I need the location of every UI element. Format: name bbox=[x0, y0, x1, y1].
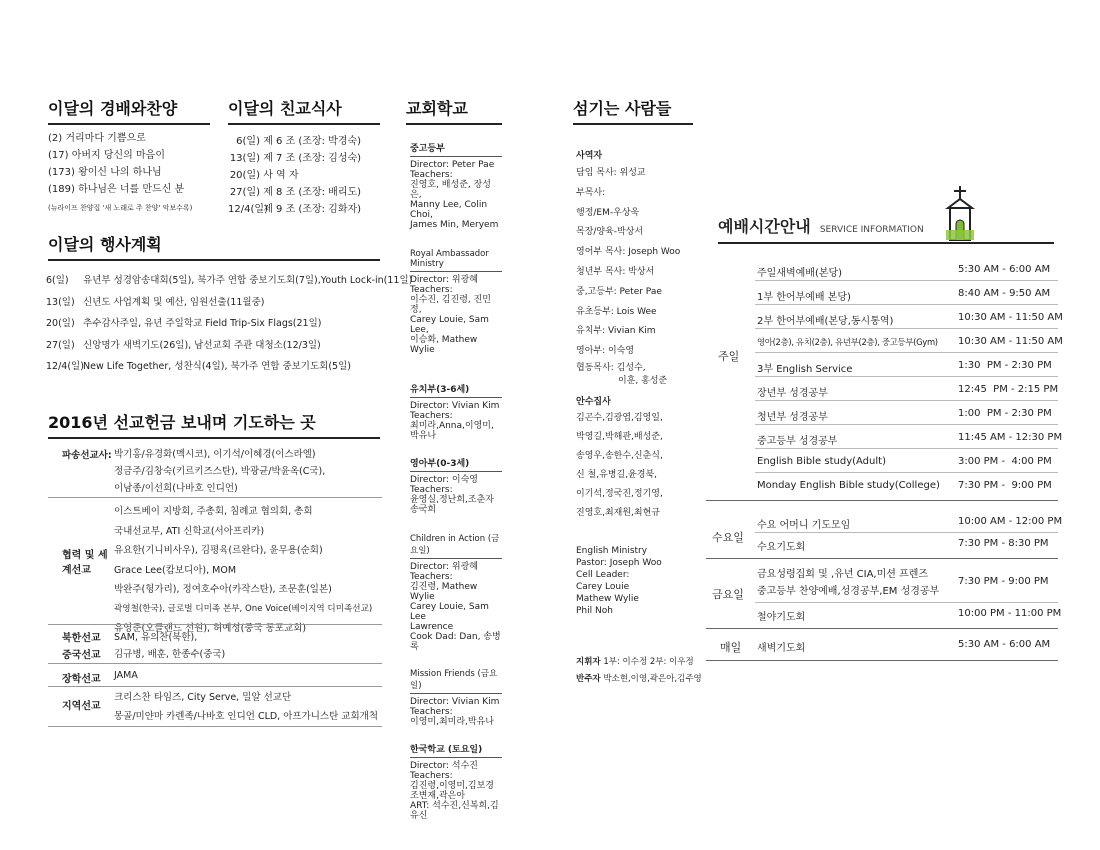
mission-line: 정금주/김창숙(키르키즈스탄), 박광균/박윤옥(C국), bbox=[114, 466, 326, 477]
em-line: Phil Noh bbox=[576, 606, 613, 616]
minister: 부목사: bbox=[576, 187, 606, 198]
servants-block bbox=[576, 148, 706, 388]
divider bbox=[706, 660, 1058, 661]
event-row: 12/4(일) New Life Together, 성찬식(4일), 북가주 연합 중보기도회(5일) bbox=[46, 361, 351, 372]
fellowship-row: 20(일) 사 역 자 bbox=[229, 170, 299, 181]
dept-body: Director: Peter Pae Teachers: 진영호, 배성준, 장성은, Manny Lee, Colin Choi, James Min, Meryem bbox=[410, 160, 499, 230]
fellowship-row: 6(일) 제 6 조 (조장: 박경숙) bbox=[236, 136, 362, 147]
minister: 유치부: Vivian Kim bbox=[576, 326, 656, 337]
service-name: 수요기도회 bbox=[757, 542, 806, 553]
divider bbox=[755, 376, 1058, 377]
divider bbox=[755, 352, 1058, 353]
deacons-block bbox=[576, 395, 706, 523]
deacon-line: 송영우,송한수,신춘식, bbox=[576, 451, 663, 461]
mission-line: 이남종/이선희(나바호 인디언) bbox=[114, 483, 238, 494]
minister: 중,고등부: Peter Pae bbox=[576, 286, 662, 297]
minister: 영아부: 이숙영 bbox=[576, 346, 635, 357]
divider bbox=[48, 624, 382, 625]
dept-name: Royal Ambassador Ministry bbox=[410, 249, 502, 272]
mission-lines bbox=[114, 502, 372, 639]
mission-line: 김규병, 배훈, 한종수(중국) bbox=[114, 649, 226, 660]
service-time: 10:30 AM - 11:50 AM bbox=[958, 312, 1063, 323]
divider bbox=[706, 558, 1058, 559]
service-name: 청년부 성경공부 bbox=[757, 412, 828, 423]
accompanist-line: 반주자 박소현,이영,곽은아,김주영 bbox=[576, 674, 702, 684]
minister: 목장/양육-박상서 bbox=[576, 227, 644, 238]
service-time: 7:30 PM - 9:00 PM bbox=[958, 576, 1049, 587]
minister: 이훈, 홍성준 bbox=[618, 375, 668, 386]
minister: 협동목사: 김성수, bbox=[576, 362, 646, 373]
services-subtitle: SERVICE INFORMATION bbox=[819, 225, 924, 235]
song-item: (2) 거리마다 기쁨으로 bbox=[48, 133, 146, 144]
day-wednesday: 수요일 bbox=[712, 531, 744, 544]
dept-name: Mission Friends (금요일) bbox=[410, 667, 502, 694]
divider bbox=[755, 472, 1058, 473]
service-name: 3부 English Service bbox=[757, 364, 853, 375]
service-time: 7:30 PM - 9:00 PM bbox=[958, 480, 1052, 491]
divider bbox=[48, 497, 382, 498]
mission-line: 이스트베이 지방회, 주총회, 침례교 협의회, 총회 bbox=[114, 506, 313, 517]
deacon-line: 김곤수,김광엽,김영일, bbox=[576, 413, 663, 423]
service-time: 1:00 PM - 2:30 PM bbox=[958, 408, 1052, 419]
service-name: 중고등부 성경공부 bbox=[757, 436, 838, 447]
service-time: 7:30 PM - 8:30 PM bbox=[958, 538, 1049, 549]
song-item: (189) 하나님은 너를 만드신 분 bbox=[48, 184, 185, 195]
divider bbox=[706, 500, 1058, 501]
dept-name: Children in Action (금요일) bbox=[410, 532, 502, 559]
mission-label: 파송선교사: bbox=[62, 450, 112, 461]
worship-note: (뉴라이프 찬양집 '새 노래로 주 찬양' 악보수록) bbox=[48, 204, 193, 212]
service-time: 8:40 AM - 9:50 AM bbox=[958, 288, 1051, 299]
fellowship-row: 12/4(일) 제 9 조 (조장: 김화자) bbox=[228, 204, 362, 215]
service-time: 3:00 PM - 4:00 PM bbox=[958, 456, 1052, 467]
mission-label: 중국선교 bbox=[62, 650, 101, 661]
divider bbox=[48, 686, 382, 687]
service-name: 금요성령집회 및 ,유년 CIA,미션 프렌즈 중고등부 찬양예배,성경공부,EM 성경공부 bbox=[757, 569, 940, 597]
divider bbox=[755, 448, 1058, 449]
service-name: 2부 한어부예배(본당,동시통역) bbox=[757, 316, 894, 327]
mission-line: 국내선교부, ATI 신학교(서아프리카) bbox=[114, 525, 265, 537]
day-friday: 금요일 bbox=[712, 588, 744, 601]
deacons-heading: 안수집사 bbox=[576, 397, 611, 407]
events-list bbox=[46, 270, 412, 378]
deacon-line: 진영호,최재원,최현규 bbox=[576, 508, 660, 518]
mission-line: SAM, 유의찬(북한), bbox=[114, 632, 198, 643]
service-name: 주일새벽예배(본당) bbox=[757, 268, 843, 279]
worship-songs bbox=[48, 130, 184, 198]
service-time: 5:30 AM - 6:00 AM bbox=[958, 639, 1051, 650]
mission-label: 장학선교 bbox=[62, 674, 101, 685]
service-name: 1부 한어부예배 본당) bbox=[757, 292, 851, 303]
mission-line: 몽골/미얀마 카렌족/나바호 인디언 CLD, 아프가니스탄 교회개척 bbox=[114, 711, 379, 722]
divider bbox=[755, 304, 1058, 305]
mission-line: 박완주(헝가리), 정여호수아(카작스탄), 조문훈(일본) bbox=[114, 584, 332, 595]
fellowship-title: 이달의 친교식사 bbox=[228, 96, 380, 125]
divider bbox=[755, 280, 1058, 281]
em-line: Carey Louie bbox=[576, 582, 630, 592]
dept-body: Director: Vivian Kim Teachers: 이영미,최미라,박유나 bbox=[410, 697, 500, 727]
minister: 유초등부: Lois Wee bbox=[576, 306, 657, 317]
fellowship-row: 13(일) 제 7 조 (조장: 김성숙) bbox=[229, 153, 362, 164]
dept-body: Director: 이숙영 Teachers: 윤영실,정난희,조춘자 송국희 bbox=[410, 475, 494, 515]
song-item: (173) 왕이신 나의 하나님 bbox=[48, 167, 162, 178]
divider bbox=[755, 328, 1058, 329]
mission-label: 북한선교 bbox=[62, 633, 101, 644]
em-line: English Ministry bbox=[576, 546, 648, 556]
mission-line: JAMA bbox=[114, 670, 138, 681]
service-name: 영아(2층), 유치(2층), 유년부(2층), 중고등부(Gym) bbox=[757, 337, 938, 347]
dept-body: Director: 위광혜 Teachers: 이수진, 김진령, 진민정, Carey Louie, Sam Lee, 이승화, Mathew Wylie bbox=[410, 275, 491, 355]
event-row: 20(일) 추수감사주일, 유년 주일학교 Field Trip-Six Flags(21일) bbox=[46, 318, 322, 329]
events-title: 이달의 행사계획 bbox=[48, 232, 380, 261]
ministers-heading: 사역자 bbox=[576, 151, 603, 161]
mission-line: 유요한(기니비사우), 김평육(르완다), 윤무용(순회) bbox=[114, 545, 323, 556]
service-time: 12:45 PM - 2:15 PM bbox=[958, 384, 1059, 395]
song-item: (17) 아버지 당신의 마음이 bbox=[48, 150, 166, 161]
school-depts bbox=[410, 141, 502, 821]
divider bbox=[755, 532, 1058, 533]
divider bbox=[755, 602, 1058, 603]
divider bbox=[48, 726, 382, 727]
service-time: 10:00 AM - 12:00 PM bbox=[958, 516, 1063, 527]
service-time: 10:00 PM - 11:00 PM bbox=[958, 608, 1062, 619]
director-line: 지휘자 1부: 이수정 2부: 이우정 bbox=[576, 657, 694, 667]
mission-label: 협력 및 세계선교 bbox=[62, 550, 108, 576]
event-row: 27(일) 신앙명가 새벽기도(26일), 남선교회 주관 대청소(12/3일) bbox=[46, 339, 321, 351]
deacon-line: 신 철,유병길,윤경북, bbox=[576, 470, 657, 480]
service-name: English Bible study(Adult) bbox=[757, 456, 886, 467]
church-icon bbox=[942, 184, 978, 242]
em-line: Mathew Wylie bbox=[576, 594, 639, 604]
em-line: Pastor: Joseph Woo bbox=[576, 558, 662, 568]
servants-title: 섬기는 사람들 bbox=[573, 96, 693, 125]
divider bbox=[755, 400, 1058, 401]
mission-label: 지역선교 bbox=[62, 701, 101, 712]
mission-line: 곽영철(한국), 글로벌 디미족 본부, One Voice(베이지역 디미족선교) bbox=[114, 603, 373, 614]
divider bbox=[755, 424, 1058, 425]
dept-body: Director: 위광혜 Teachers: 김진령, Mathew Wylie Carey Louie, Sam Lee Lawrence Cook Dad: Dan, 송병록 bbox=[410, 562, 501, 652]
mission-line: 크리스찬 타임즈, City Serve, 밀알 선교단 bbox=[114, 692, 292, 703]
music-staff bbox=[576, 654, 702, 688]
service-time: 5:30 AM - 6:00 AM bbox=[958, 264, 1051, 275]
minister: 행정/EM-우상욱 bbox=[576, 207, 640, 218]
service-time: 1:30 PM - 2:30 PM bbox=[958, 360, 1052, 371]
service-time: 10:30 AM - 11:50 AM bbox=[958, 336, 1063, 347]
divider bbox=[706, 628, 1058, 629]
deacon-line: 박영길,박해관,배성준, bbox=[576, 432, 663, 442]
fellowship-list bbox=[228, 133, 361, 218]
mission-lines bbox=[114, 688, 378, 726]
dept-name: 한국학교 (토요일) bbox=[410, 742, 502, 758]
minister: 영어부 목사: Joseph Woo bbox=[576, 247, 681, 258]
dept-name: 영아부(0-3세) bbox=[410, 456, 502, 472]
service-time: 11:45 AM - 12:30 PM bbox=[958, 432, 1063, 443]
event-row: 6(일) 유년부 성경암송대회(5일), 북가주 연합 중보기도회(7일),Youth Lock-in(11일) bbox=[46, 275, 413, 286]
dept-name: 중고등부 bbox=[410, 141, 502, 157]
service-name: Monday English Bible study(College) bbox=[757, 480, 940, 491]
mission-line: 유영준(오클랜드 선원), 허예성(중국 동포교회) bbox=[114, 623, 307, 634]
dept-body: Director: Vivian Kim Teachers: 최미라,Anna,이영미,박유나 bbox=[410, 401, 500, 441]
services-title: 예배시간안내 bbox=[718, 217, 811, 236]
dept-name: 유치부(3-6세) bbox=[410, 382, 502, 398]
service-name: 장년부 성경공부 bbox=[757, 388, 828, 399]
day-daily: 매일 bbox=[720, 641, 742, 654]
minister: 담임 목사: 위성교 bbox=[576, 168, 646, 178]
mission-line: Grace Lee(캄보디아), MOM bbox=[114, 564, 237, 576]
service-name: 새벽기도회 bbox=[757, 643, 806, 654]
fellowship-row: 27(일) 제 8 조 (조장: 배리도) bbox=[229, 187, 362, 198]
minister: 청년부 목사: 박상서 bbox=[576, 266, 655, 277]
deacon-line: 이기석,정국진,정기영, bbox=[576, 489, 663, 499]
divider bbox=[48, 663, 382, 664]
mission-line: 박기홍/유경화(멕시코), 이기석/이혜경(이스라엘) bbox=[114, 449, 316, 460]
event-row: 13(일) 신년도 사업계획 및 예산, 임원선출(11월중) bbox=[46, 296, 265, 308]
english-ministry bbox=[576, 545, 662, 617]
mission-lines bbox=[114, 446, 325, 497]
missions-title: 2016년 선교헌금 보내며 기도하는 곳 bbox=[48, 410, 380, 439]
school-title: 교회학교 bbox=[406, 96, 502, 125]
worship-title: 이달의 경배와찬양 bbox=[48, 96, 210, 125]
service-name: 철야기도회 bbox=[757, 612, 806, 623]
em-line: Cell Leader: bbox=[576, 570, 630, 580]
services-header bbox=[718, 214, 1054, 244]
service-name: 수요 어머니 기도모임 bbox=[757, 520, 851, 531]
dept-body: Director: 석수진 Teachers: 김진령,이영미,김보경 조변재,곽은아 ART: 석수진,신복희,김유신 bbox=[410, 761, 499, 821]
day-sunday: 주일 bbox=[718, 350, 740, 363]
